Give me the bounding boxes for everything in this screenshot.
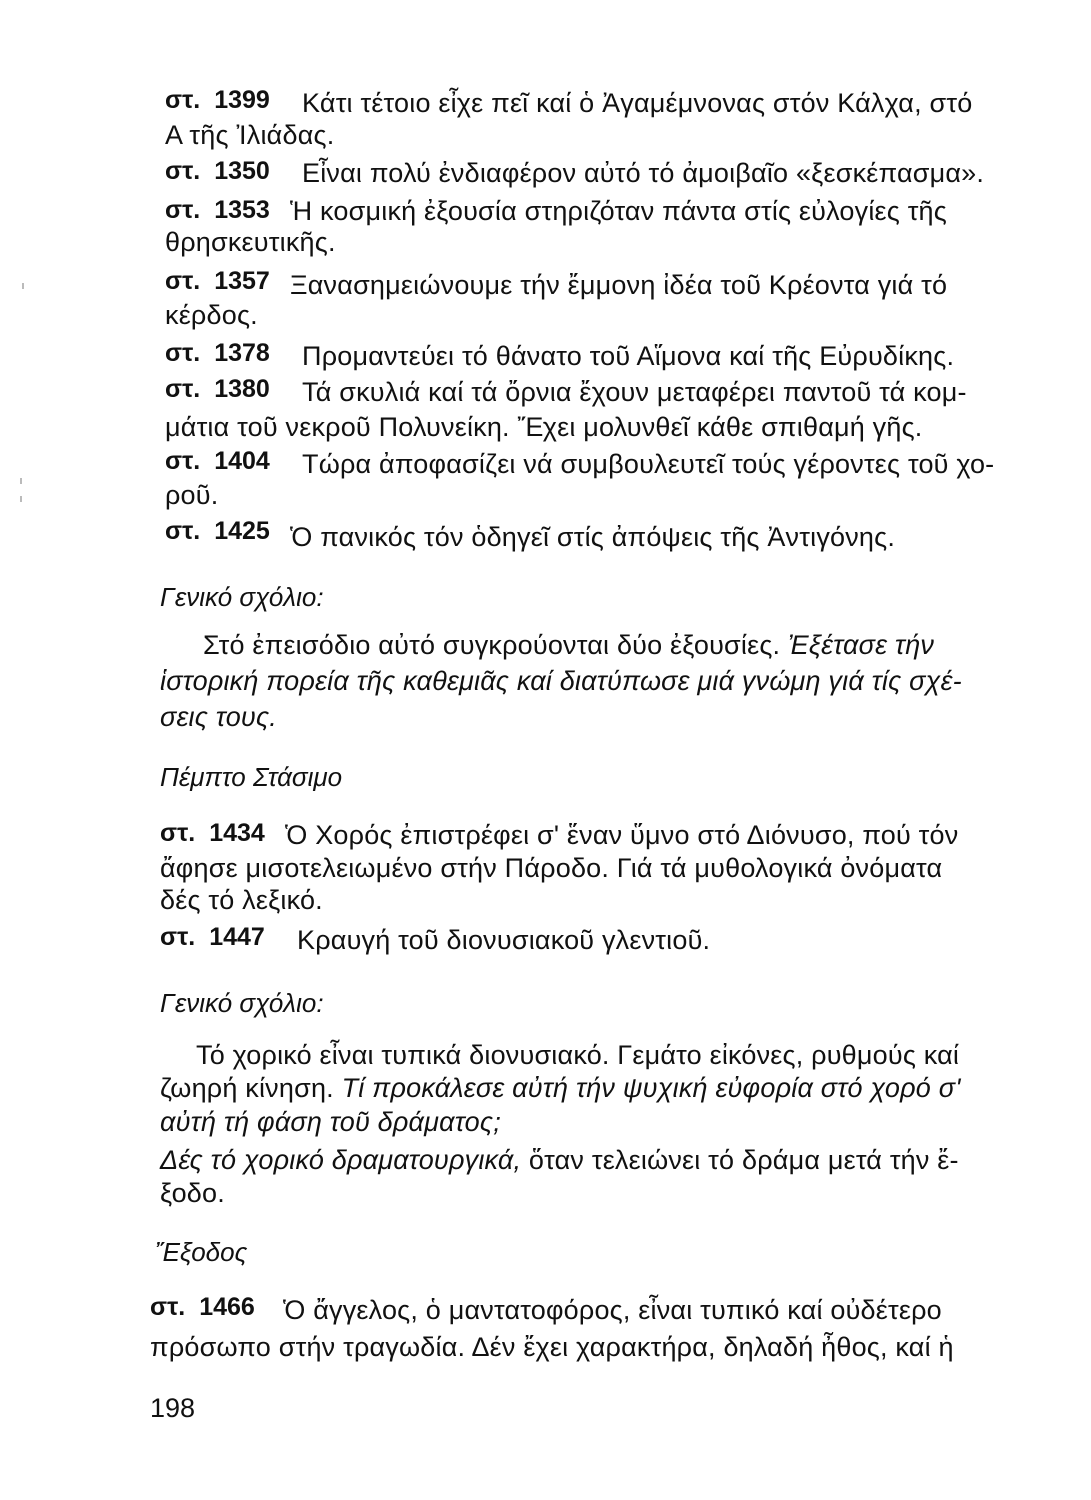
verse-ref: [165, 338, 270, 368]
st-label: στ.: [165, 339, 201, 367]
st-label: στ.: [165, 157, 201, 185]
note-text: Προμαντεύει τό θάνατο τοῦ Αἵμονα καί τῆς Εὐρυδίκης.: [302, 341, 955, 371]
verse-ref: [160, 818, 265, 848]
scan-speck: [20, 478, 22, 484]
scan-speck: [20, 496, 22, 502]
verse-number: 1399: [214, 86, 270, 114]
note-text: Ἡ κοσμική ἐξουσία στηριζόταν πάντα στίς εὐλογίες τῆς: [290, 196, 947, 226]
note-text: Ξανασημειώνουμε τήν ἔμμονη ἰδέα τοῦ Κρέοντα γιά τό: [290, 270, 948, 300]
st-label: στ.: [165, 86, 201, 114]
verse-ref: [165, 374, 270, 404]
comment-text: Τό χορικό εἶναι τυπικά διονυσιακό. Γεμάτο εἰκόνες, ρυθμούς καί: [196, 1040, 960, 1070]
comment-line: [160, 1073, 961, 1103]
note-text: Ὁ Χορός ἐπιστρέφει σ' ἕναν ὕμνο στό Διόνυσο, πού τόν: [285, 820, 959, 850]
note-text: Α τῆς Ἰλιάδας.: [165, 120, 335, 150]
st-label: στ.: [165, 447, 201, 475]
comment-question: Δές τό χορικό δραματουργικά,: [160, 1145, 522, 1175]
comment-text: Στό ἐπεισόδιο αὐτό συγκρούονται δύο ἐξουσίες.: [203, 630, 781, 660]
scan-speck: [22, 283, 24, 289]
note-text: Κάτι τέτοιο εἶχε πεῖ καί ὁ Ἀγαμέμνονας στόν Κάλχα, στό: [302, 88, 973, 118]
verse-number: 1350: [214, 157, 270, 185]
note-text: Ὁ πανικός τόν ὁδηγεῖ στίς ἀπόψεις τῆς Ἀντιγόνης.: [290, 522, 896, 552]
section-heading: Γενικό σχόλιο:: [160, 988, 324, 1018]
verse-ref: [165, 266, 270, 296]
comment-question: αὐτή τή φάση τοῦ δράματος;: [160, 1107, 501, 1137]
st-label: στ.: [165, 267, 201, 295]
st-label: στ.: [160, 819, 196, 847]
comment-line: [160, 1145, 959, 1175]
verse-number: 1353: [214, 196, 270, 224]
comment-question: σεις τους.: [160, 702, 277, 732]
comment-question: Τί προκάλεσε αὐτή τήν ψυχική εὐφορία στό χορό σ': [341, 1073, 961, 1103]
comment-text: ζωηρή κίνηση.: [160, 1073, 334, 1103]
section-heading: Γενικό σχόλιο:: [160, 582, 324, 612]
verse-number: 1447: [209, 923, 265, 951]
verse-ref: [160, 922, 265, 952]
note-text: μάτια τοῦ νεκροῦ Πολυνείκη. Ἔχει μολυνθεῖ κάθε σπιθαμή γῆς.: [165, 412, 923, 442]
st-label: στ.: [165, 517, 201, 545]
verse-number: 1378: [214, 339, 270, 367]
section-heading: Πέμπτο Στάσιμο: [160, 762, 343, 792]
page-number: 198: [150, 1393, 196, 1423]
verse-number: 1380: [214, 375, 270, 403]
note-text: κέρδος.: [165, 300, 258, 330]
st-label: στ.: [165, 196, 201, 224]
note-text: θρησκευτικῆς.: [165, 227, 336, 257]
note-text: Τά σκυλιά καί τά ὄρνια ἔχουν μεταφέρει παντοῦ τά κομ-: [302, 377, 967, 407]
verse-ref: [165, 516, 270, 546]
note-text: Ὁ ἄγγελος, ὁ μαντατοφόρος, εἶναι τυπικό καί οὐδέτερο: [283, 1295, 942, 1325]
comment-line: [203, 630, 934, 660]
st-label: στ.: [150, 1293, 186, 1321]
verse-ref: [165, 195, 270, 225]
comment-text: ξοδο.: [160, 1178, 225, 1208]
verse-number: 1466: [199, 1293, 255, 1321]
st-label: στ.: [160, 923, 196, 951]
verse-ref: [165, 156, 270, 186]
verse-number: 1434: [209, 819, 265, 847]
comment-question: Ἐξέτασε τήν: [787, 630, 935, 660]
note-text: δές τό λεξικό.: [160, 885, 323, 915]
section-heading: Ἔξοδος: [155, 1237, 248, 1267]
note-text: ἄφησε μισοτελειωμένο στήν Πάροδο. Γιά τά μυθολογικά ὀνόματα: [160, 853, 943, 883]
verse-number: 1404: [214, 447, 270, 475]
comment-question: ἱστορική πορεία τῆς καθεμιᾶς καί διατύπωσε μιά γνώμη γιά τίς σχέ-: [160, 666, 962, 696]
verse-ref: [150, 1292, 255, 1322]
note-text: ροῦ.: [165, 480, 219, 510]
verse-number: 1357: [214, 267, 270, 295]
note-text: Κραυγή τοῦ διονυσιακοῦ γλεντιοῦ.: [297, 925, 711, 955]
st-label: στ.: [165, 375, 201, 403]
note-text: πρόσωπο στήν τραγωδία. Δέν ἔχει χαρακτήρα, δηλαδή ἦθος, καί ἡ: [150, 1332, 954, 1362]
note-text: Τώρα ἀποφασίζει νά συμβουλευτεῖ τούς γέροντες τοῦ χο-: [302, 449, 995, 479]
verse-ref: [165, 85, 270, 115]
comment-text: ὅταν τελειώνει τό δράμα μετά τήν ἔ-: [528, 1145, 959, 1175]
note-text: Εἶναι πολύ ἐνδιαφέρον αὐτό τό ἀμοιβαῖο «ξεσκέπασμα».: [302, 158, 985, 188]
verse-number: 1425: [214, 517, 270, 545]
verse-ref: [165, 446, 270, 476]
